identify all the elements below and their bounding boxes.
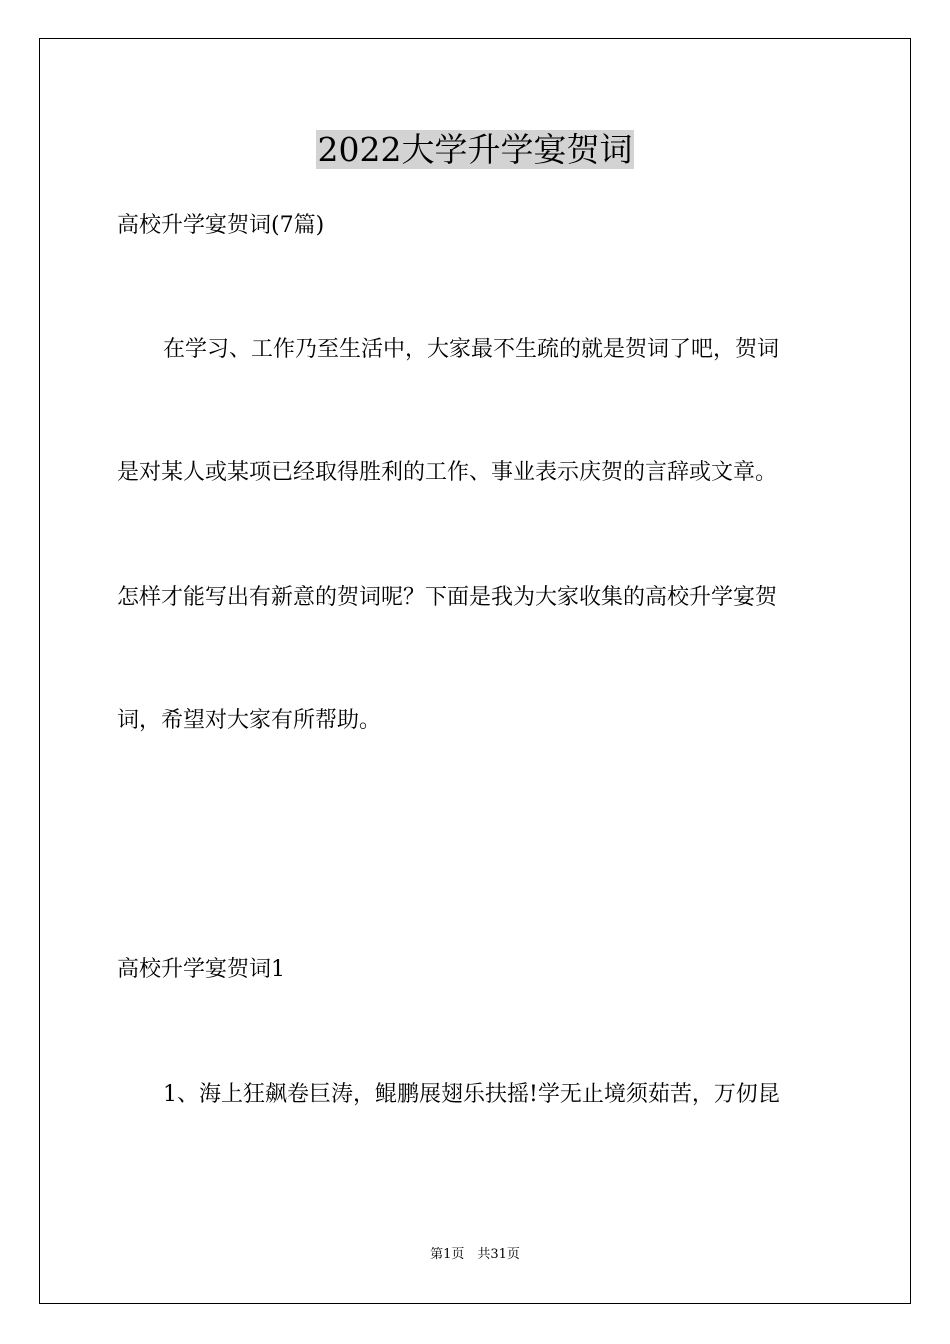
intro-line-1: 在学习、工作乃至生活中，大家最不生疏的就是贺词了吧，贺词 <box>163 337 780 362</box>
section-line-1: 1、海上狂飙卷巨涛，鲲鹏展翅乐扶摇!学无止境须茹苦，万仞昆 <box>163 1082 780 1107</box>
page-number: 第1页 共31页 <box>430 1247 520 1262</box>
document-title-text: 2022大学升学宴贺词 <box>317 130 633 169</box>
section-heading: 高校升学宴贺词1 <box>117 957 285 982</box>
intro-line-3: 怎样才能写出有新意的贺词呢？下面是我为大家收集的高校升学宴贺 <box>117 585 778 610</box>
intro-line-4: 词，希望对大家有所帮助。 <box>117 708 382 733</box>
intro-line-2: 是对某人或某项已经取得胜利的工作、事业表示庆贺的言辞或文章。 <box>117 460 778 485</box>
document-subtitle: 高校升学宴贺词(7篇) <box>117 213 325 238</box>
document-title <box>0 128 950 172</box>
